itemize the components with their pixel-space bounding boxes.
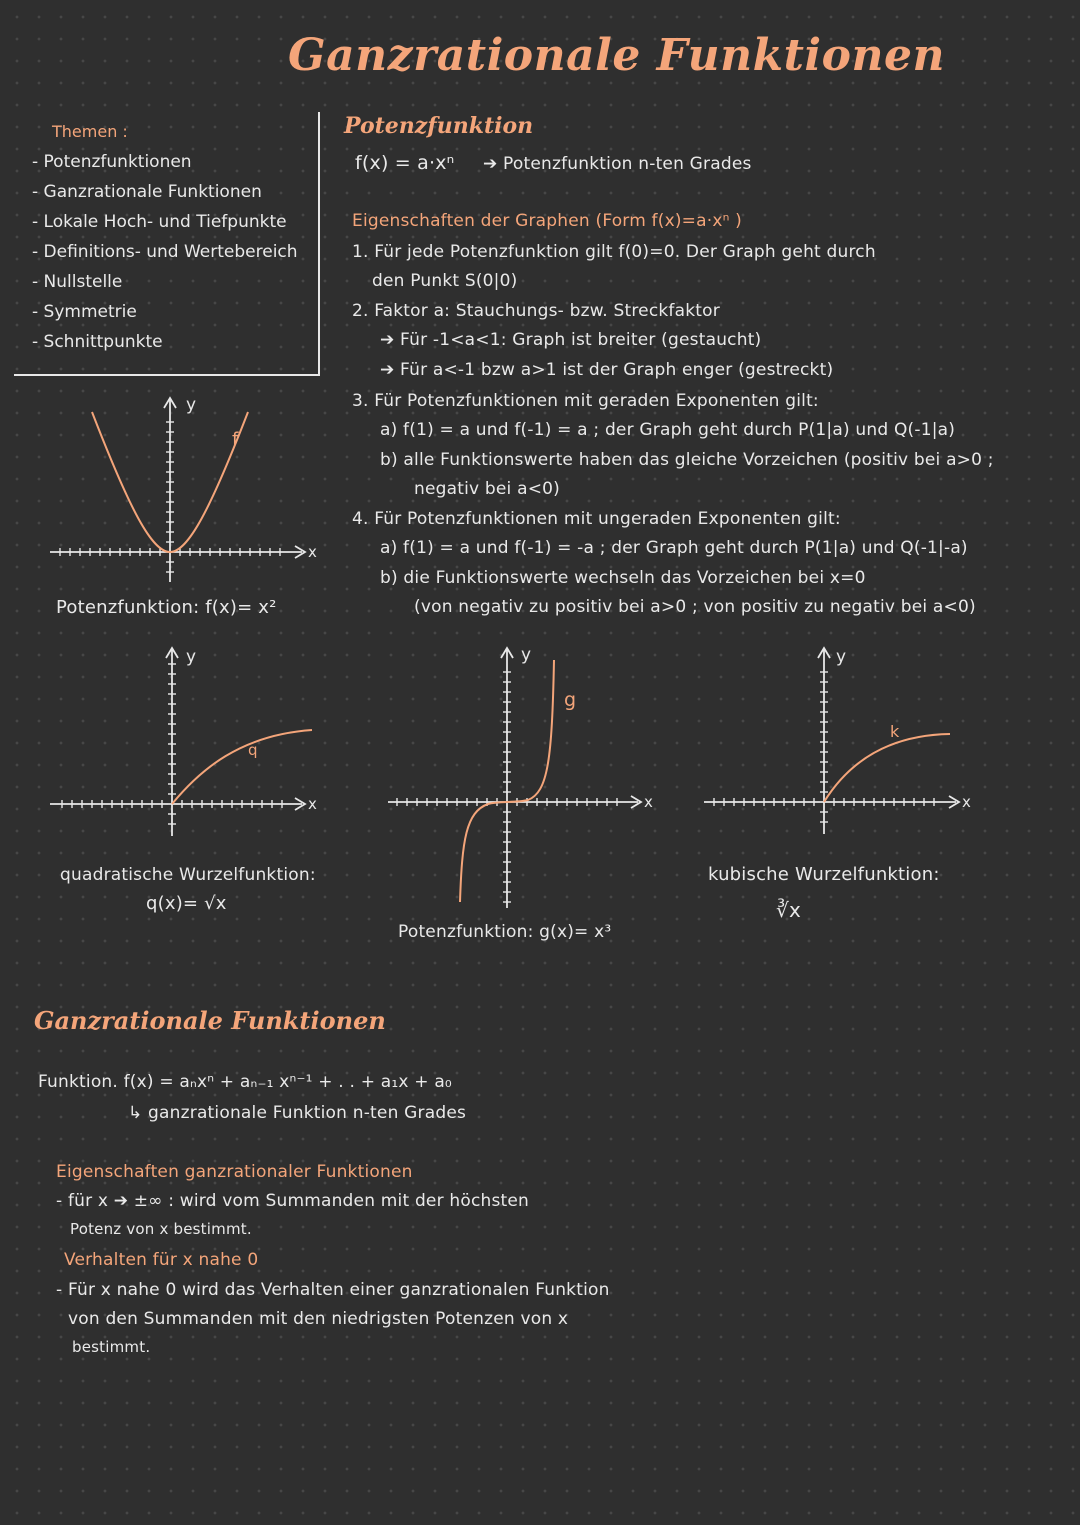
topics-box <box>14 112 320 376</box>
potenz-line: 2. Faktor a: Stauchungs- bzw. Streckfaktor <box>352 301 720 321</box>
potenz-line: a) f(1) = a und f(-1) = a ; der Graph geht durch P(1|a) und Q(-1|a) <box>380 420 956 440</box>
x-axis-label: x <box>308 543 317 561</box>
potenz-line: (von negativ zu positiv bei a>0 ; von positiv zu negativ bei a<0) <box>414 597 976 617</box>
potenz-line: 4. Für Potenzfunktionen mit ungeraden Exponenten gilt: <box>352 509 841 529</box>
y-axis-label: y <box>521 645 532 665</box>
ganz-inf-line: Potenz von x bestimmt. <box>70 1220 252 1238</box>
x-axis-label: x <box>962 793 971 811</box>
sqrt-caption-1: quadratische Wurzelfunktion: <box>60 865 316 885</box>
potenz-line: ➔ Für -1<a<1: Graph ist breiter (gestaucht) <box>380 330 762 350</box>
topic-item: - Lokale Hoch- und Tiefpunkte <box>32 212 287 232</box>
y-axis-label: y <box>186 647 197 667</box>
potenz-line: b) alle Funktionswerte haben das gleiche Vorzeichen (positiv bei a>0 ; <box>380 450 994 470</box>
sqrt-curve-label: q <box>248 741 258 759</box>
cbrt-curve-label: k <box>890 722 900 741</box>
y-axis-label: y <box>836 647 847 667</box>
topics-heading: Themen : <box>52 122 128 141</box>
graph-parabola <box>40 390 330 590</box>
ganz-zero-heading: Verhalten für x nahe 0 <box>64 1250 259 1270</box>
potenz-heading: Potenzfunktion <box>344 113 534 139</box>
parabola-caption: Potenzfunktion: f(x)= x² <box>56 597 277 618</box>
cbrt-curve <box>824 734 950 802</box>
ganz-heading: Ganzrationale Funktionen <box>34 1006 386 1035</box>
x-axis-label: x <box>308 795 317 813</box>
graph-cubic <box>380 640 670 915</box>
topic-item: - Definitions- und Wertebereich <box>32 242 298 262</box>
topics-list <box>32 147 298 357</box>
potenz-line: den Punkt S(0|0) <box>372 271 518 291</box>
ganz-zero-line: - Für x nahe 0 wird das Verhalten einer ganzrationalen Funktion <box>56 1280 610 1300</box>
y-axis-label: y <box>186 395 197 415</box>
topic-item: - Schnittpunkte <box>32 332 163 352</box>
potenz-arrow-text: ➔ Potenzfunktion n-ten Grades <box>483 154 752 174</box>
potenz-formula: f(x) = a·xⁿ <box>355 152 455 174</box>
sqrt-caption-2: q(x)= √x <box>146 893 227 914</box>
ganz-props-heading: Eigenschaften ganzrationaler Funktionen <box>56 1162 413 1182</box>
potenz-line: b) die Funktionswerte wechseln das Vorzeichen bei x=0 <box>380 568 866 588</box>
parabola-curve-label: f <box>232 429 239 450</box>
topic-item: - Nullstelle <box>32 272 123 292</box>
ganz-zero-line: bestimmt. <box>72 1338 151 1356</box>
topic-item: - Potenzfunktionen <box>32 152 192 172</box>
ganz-zero-line: von den Summanden mit den niedrigsten Potenzen von x <box>68 1309 569 1329</box>
cbrt-caption-2: ∛x <box>776 898 801 922</box>
cubic-curve-label: g <box>564 689 577 711</box>
ganz-sub-line: ↳ ganzrationale Funktion n-ten Grades <box>128 1103 467 1123</box>
topic-item: - Ganzrationale Funktionen <box>32 182 262 202</box>
ganz-inf-line: - für x ➔ ±∞ : wird vom Summanden mit der höchsten <box>56 1191 530 1211</box>
graph-sqrt <box>40 640 330 840</box>
cubic-caption: Potenzfunktion: g(x)= x³ <box>398 922 612 942</box>
x-axis-label: x <box>644 793 653 811</box>
page-title: Ganzrationale Funktionen <box>288 30 945 81</box>
potenz-line: a) f(1) = a und f(-1) = -a ; der Graph geht durch P(1|a) und Q(-1|-a) <box>380 538 968 558</box>
potenz-props-heading: Eigenschaften der Graphen (Form f(x)=a·xⁿ ) <box>352 211 743 231</box>
cbrt-caption-1: kubische Wurzelfunktion: <box>708 864 940 885</box>
sqrt-curve <box>172 730 312 804</box>
potenz-line: 1. Für jede Potenzfunktion gilt f(0)=0. Der Graph geht durch <box>352 242 876 262</box>
topic-item: - Symmetrie <box>32 302 137 322</box>
graph-cbrt <box>700 640 990 840</box>
potenz-line: ➔ Für a<-1 bzw a>1 ist der Graph enger (gestreckt) <box>380 360 834 380</box>
potenz-line: 3. Für Potenzfunktionen mit geraden Exponenten gilt: <box>352 391 819 411</box>
potenz-line: negativ bei a<0) <box>414 479 560 499</box>
ganz-function-line: Funktion. f(x) = aₙxⁿ + aₙ₋₁ xⁿ⁻¹ + . . + a₁x + a₀ <box>38 1072 452 1092</box>
